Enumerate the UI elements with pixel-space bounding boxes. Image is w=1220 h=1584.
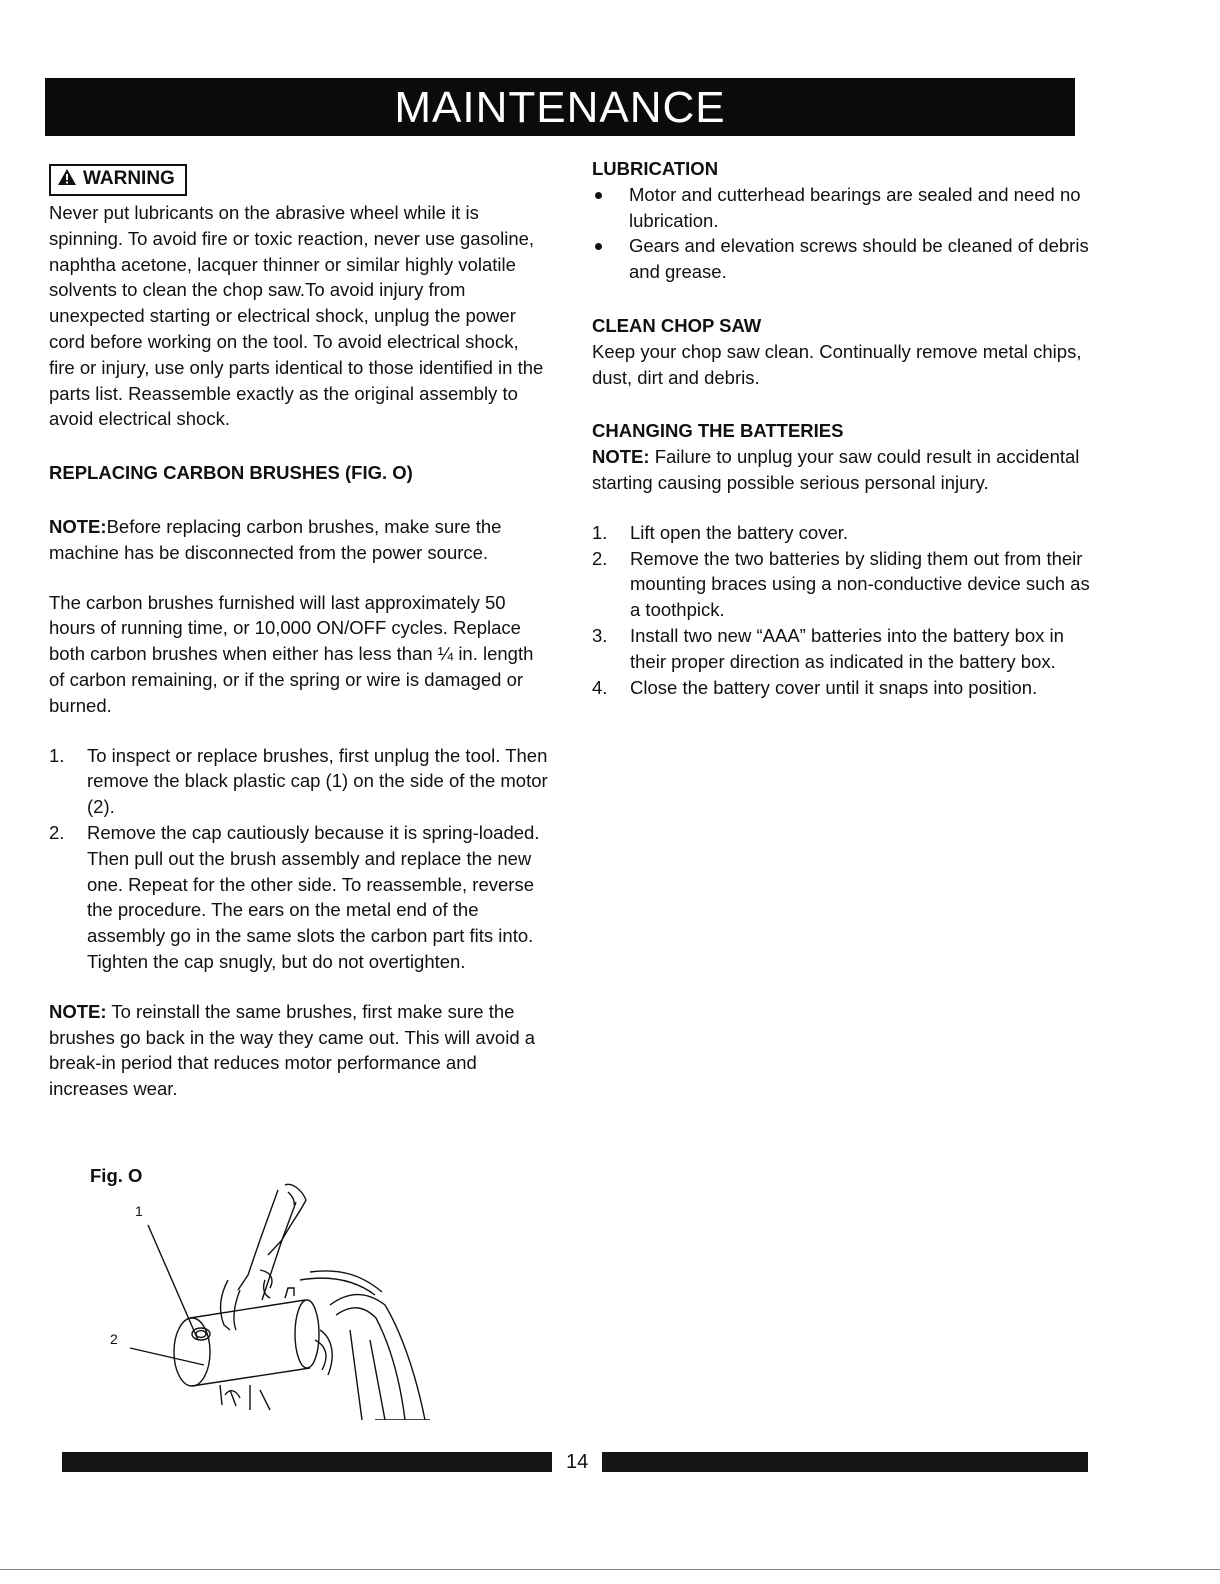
bullet-icon (595, 243, 602, 250)
callout-1: 1 (135, 1203, 143, 1219)
callout-leader-1 (148, 1225, 198, 1340)
handle-back (262, 1202, 296, 1300)
page-number: 14 (566, 1451, 589, 1473)
base-lines (220, 1385, 270, 1410)
guard-top (300, 1278, 375, 1295)
note-label: NOTE: (592, 446, 650, 468)
list-item (592, 520, 1092, 546)
list-item (49, 820, 549, 975)
carbon-brushes-heading: REPLACING CARBON BRUSHES (FIG. O) (49, 462, 413, 484)
battery-steps-list (592, 520, 1092, 701)
handle-front (238, 1190, 278, 1290)
note-reinstall (49, 999, 549, 1102)
step-text: Close the battery cover until it snaps into position. (630, 676, 1038, 698)
brush-steps-list (49, 743, 549, 975)
changing-batteries-heading: CHANGING THE BATTERIES (592, 420, 844, 442)
step-text: Remove the cap cautiously because it is spring-loaded. Then pull out the brush assembly and replace the new one. Repeat for the other side. To reassemble, reverse the procedure. The ears on the metal end of the assembly go in the same slots the carbon part fits into. Tighten the cap snugly, but do not overtighten. (87, 821, 540, 972)
left-column (49, 164, 549, 1102)
step-text: Lift open the battery cover. (630, 521, 849, 543)
batteries-note (592, 444, 1092, 496)
guard-right-inner (336, 1308, 405, 1420)
warning-label-box (49, 164, 187, 196)
step-number: 1. (49, 744, 65, 766)
bullet-text: Gears and elevation screws should be cleaned of debris and grease. (629, 235, 1089, 283)
note-label: NOTE: (49, 515, 107, 537)
list-item (592, 675, 1092, 701)
lubrication-heading: LUBRICATION (592, 158, 719, 179)
list-item (49, 743, 549, 820)
footer-bar-left (62, 1452, 552, 1472)
step-number: 1. (592, 521, 608, 543)
right-column (592, 156, 1092, 700)
callout-2: 2 (110, 1331, 118, 1347)
step-number: 4. (592, 676, 608, 698)
step-number: 2. (592, 547, 608, 569)
step-text: Remove the two batteries by sliding them out from their mounting braces using a non-conductive device such as a toothpick. (630, 547, 1090, 621)
step-number: 3. (592, 624, 608, 646)
motor-top-edge (190, 1300, 305, 1318)
bottom-rule (0, 1569, 1220, 1570)
guard-right-outer (330, 1294, 425, 1420)
carbon-brushes-paragraph: The carbon brushes furnished will last approximately 50 hours of running time, or 10,000 ON/OFF cycles. Replace both carbon brushes when either has less than ¼ in. length of carbon remaining, or if the spring or wire is damaged or burned. (49, 591, 534, 716)
list-item (592, 546, 1092, 623)
lubrication-list (592, 182, 1092, 285)
list-item (592, 623, 1092, 675)
warning-triangle-icon (57, 168, 77, 194)
handle-top (268, 1184, 306, 1255)
motor-inner-end (295, 1300, 319, 1368)
list-item (592, 233, 1092, 285)
footer-bar-right (602, 1452, 1088, 1472)
note-label: NOTE: (49, 1000, 107, 1022)
arm-body (221, 1280, 230, 1330)
step-text: To inspect or replace brushes, first unplug the tool. Then remove the black plastic cap (1) on the side of the motor (2). (87, 744, 548, 818)
note-text: Before replacing carbon brushes, make sure the machine has be disconnected from the power source. (49, 515, 502, 563)
note-text: Failure to unplug your saw could result in accidental starting causing possible serious personal injury. (592, 446, 1080, 493)
page-title-banner: MAINTENANCE (45, 78, 1075, 136)
figure-label: Fig. O (90, 1165, 143, 1186)
figure-o-illustration (100, 1180, 460, 1425)
bullet-icon (595, 192, 602, 199)
clean-chop-saw-heading: CLEAN CHOP SAW (592, 314, 762, 336)
list-item (592, 182, 1092, 234)
note-before-replacing (49, 514, 549, 566)
warning-text: Never put lubricants on the abrasive wheel while it is spinning. To avoid fire or toxic reaction, never use gasoline, naphtha acetone, lacquer thinner or similar highly volatile solvents to clean the chop saw.To avoid injury from unexpected starting or electrical shock, unplug the power cord before working on the tool. To avoid electrical shock, fire or injury, use only parts identical to those identified in the parts list. Reassemble exactly as the original assembly to avoid electrical shock. (49, 202, 544, 430)
clean-chop-saw-text: Keep your chop saw clean. Continually remove metal chips, dust, dirt and debris. (592, 340, 1082, 388)
motor-bottom-edge (192, 1368, 310, 1386)
callout-leader-2 (130, 1348, 204, 1365)
warning-label: WARNING (83, 168, 175, 189)
bullet-text: Motor and cutterhead bearings are sealed and need no lubrication. (629, 183, 1081, 231)
step-number: 2. (49, 821, 65, 843)
note-text: To reinstall the same brushes, first make sure the brushes go back in the way they came out. This will avoid a break-in period that reduces motor performance and increases wear. (49, 1000, 536, 1100)
step-text: Install two new “AAA” batteries into the battery box in their proper direction as indicated in the battery box. (630, 624, 1064, 672)
motor-knob (285, 1288, 294, 1298)
